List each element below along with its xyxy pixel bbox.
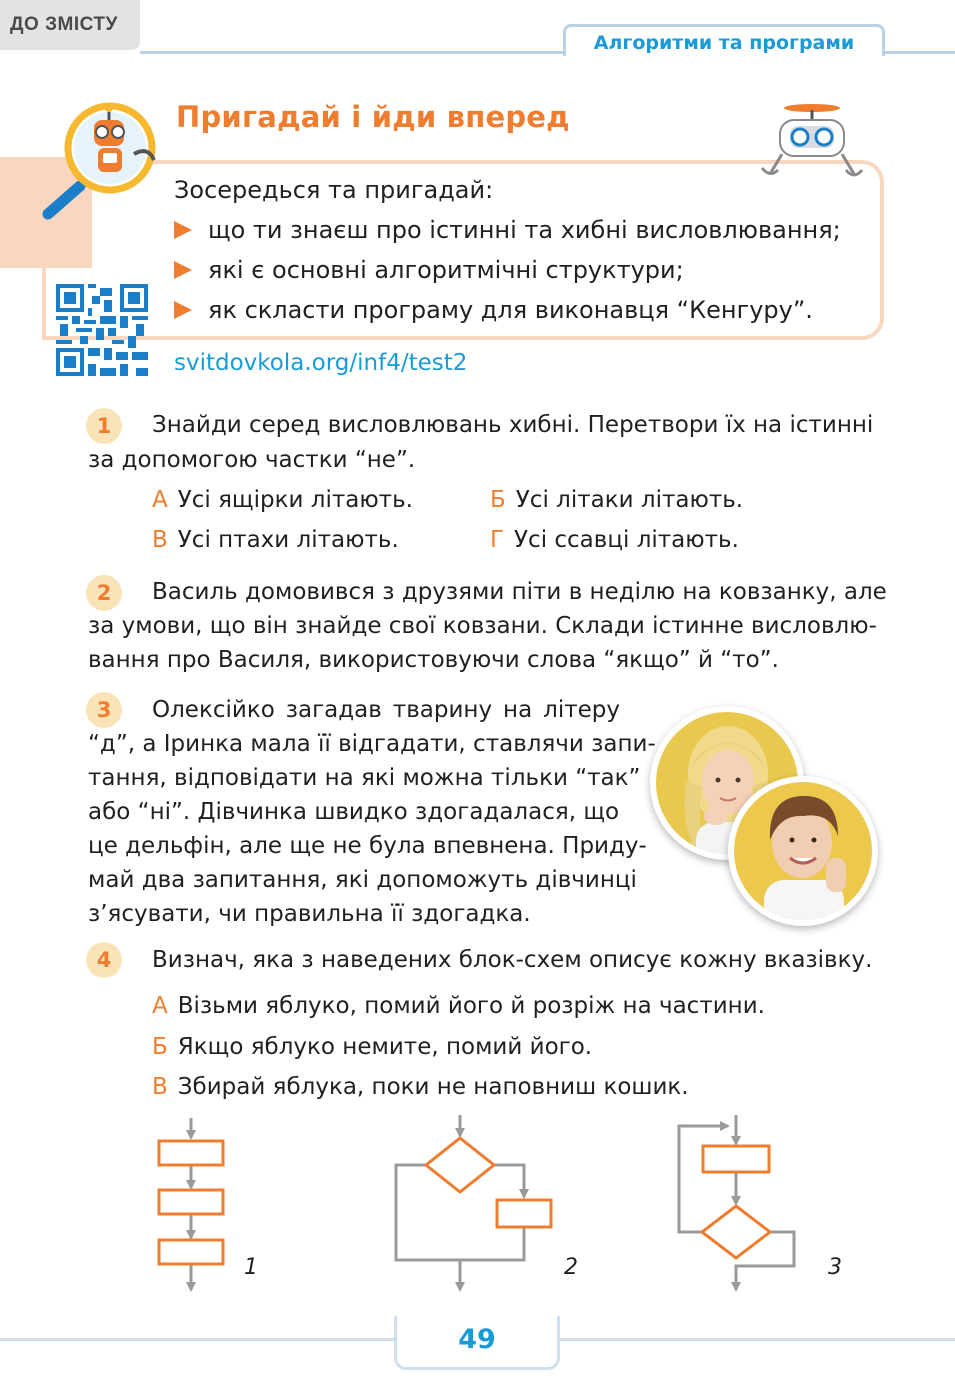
option-letter: Г bbox=[490, 527, 505, 553]
recall-item-text: що ти знаєш про істинні та хибні висловлювання; bbox=[208, 216, 841, 244]
recall-item bbox=[174, 216, 841, 244]
option-letter: А bbox=[152, 993, 168, 1019]
diagram-label: 1 bbox=[244, 1255, 258, 1280]
chapter-title: Алгоритми та програми bbox=[563, 24, 885, 56]
task4-option bbox=[152, 1074, 689, 1100]
task3-text: “д”, а Іринка мала її відгадати, ставлячи запи- bbox=[88, 731, 656, 757]
task-number-badge: 4 bbox=[86, 942, 122, 978]
recall-intro: Зосередься та пригадай: bbox=[174, 176, 494, 204]
task3-text: Олексійко загадав тварину на літеру bbox=[152, 697, 620, 723]
magnifier-robot-icon bbox=[38, 96, 168, 226]
diagram-label: 3 bbox=[828, 1255, 842, 1280]
option-text: Якщо яблуко немите, помий його. bbox=[177, 1034, 593, 1060]
task1-option bbox=[152, 527, 399, 553]
recall-title: Пригадай і йди вперед bbox=[176, 100, 570, 134]
page-number: 49 bbox=[458, 1324, 496, 1355]
option-text: Усі птахи літають. bbox=[177, 527, 399, 553]
option-letter: А bbox=[152, 487, 168, 513]
bullet-arrow-icon bbox=[174, 301, 192, 319]
boy-photo bbox=[728, 776, 878, 926]
bullet-arrow-icon bbox=[174, 221, 192, 239]
option-letter: Б bbox=[152, 1034, 168, 1060]
task1-option bbox=[490, 487, 743, 513]
bullet-arrow-icon bbox=[174, 261, 192, 279]
task3-text: тання, відповідати на які можна тільки “так” bbox=[88, 765, 641, 791]
option-text: Усі ссавці літають. bbox=[514, 527, 739, 553]
recall-item bbox=[174, 296, 813, 324]
task3-text: май два запитання, які допоможуть дівчинці bbox=[88, 867, 637, 893]
option-text: Візьми яблуко, помий його й розріж на частини. bbox=[177, 993, 765, 1019]
option-letter: Б bbox=[490, 487, 506, 513]
option-letter: В bbox=[152, 527, 168, 553]
process-block bbox=[159, 1240, 223, 1264]
flowcharts bbox=[140, 1110, 860, 1305]
task4-option bbox=[152, 993, 765, 1019]
process-block bbox=[159, 1141, 223, 1165]
toc-button[interactable]: ДО ЗМІСТУ bbox=[0, 0, 140, 50]
task1-option bbox=[152, 487, 413, 513]
recall-item-text: які є основні алгоритмічні структури; bbox=[208, 256, 684, 284]
task4-text: Визнач, яка з наведених блок-схем описує кожну вказівку. bbox=[152, 947, 873, 973]
task3-text: це дельфін, але ще не була впевнена. Приду- bbox=[88, 833, 647, 859]
qr-code-icon[interactable] bbox=[56, 284, 148, 376]
task-number-badge: 1 bbox=[86, 408, 122, 444]
task-number-badge: 2 bbox=[86, 575, 122, 611]
decision-block bbox=[702, 1206, 770, 1258]
task2-text: вання про Василя, використовуючи слова “якщо” й “то”. bbox=[88, 647, 779, 673]
option-text: Збирай яблука, поки не наповниш кошик. bbox=[177, 1074, 689, 1100]
task1-text: за допомогою частки “не”. bbox=[88, 447, 416, 473]
test-link[interactable]: svitdovkola.org/inf4/test2 bbox=[174, 350, 468, 376]
task3-text: або “ні”. Дівчинка швидко здогадалася, що bbox=[88, 799, 620, 825]
task1-text: Знайди серед висловлювань хибні. Перетвори їх на істинні bbox=[152, 412, 874, 438]
flying-robot-icon bbox=[758, 98, 864, 190]
task1-option bbox=[490, 527, 739, 553]
process-block bbox=[497, 1200, 551, 1227]
task2-text: за умови, що він знайде свої ковзани. Склади істинне висловлю- bbox=[88, 613, 877, 639]
task3-text: з’ясувати, чи правильна її здогадка. bbox=[88, 901, 531, 927]
task4-option bbox=[152, 1034, 592, 1060]
option-text: Усі літаки літають. bbox=[515, 487, 744, 513]
decision-block bbox=[426, 1138, 494, 1192]
recall-item bbox=[174, 256, 684, 284]
task2-text: Василь домовився з друзями піти в неділю на ковзанку, але bbox=[152, 579, 887, 605]
task-number-badge: 3 bbox=[86, 692, 122, 728]
option-text: Усі ящірки літають. bbox=[177, 487, 413, 513]
process-block bbox=[159, 1190, 223, 1214]
diagram-label: 2 bbox=[564, 1255, 578, 1280]
recall-frame-edge bbox=[42, 268, 46, 340]
process-block bbox=[703, 1146, 769, 1172]
option-letter: В bbox=[152, 1074, 168, 1100]
recall-item-text: як скласти програму для виконавця “Кенгуру”. bbox=[208, 296, 813, 324]
